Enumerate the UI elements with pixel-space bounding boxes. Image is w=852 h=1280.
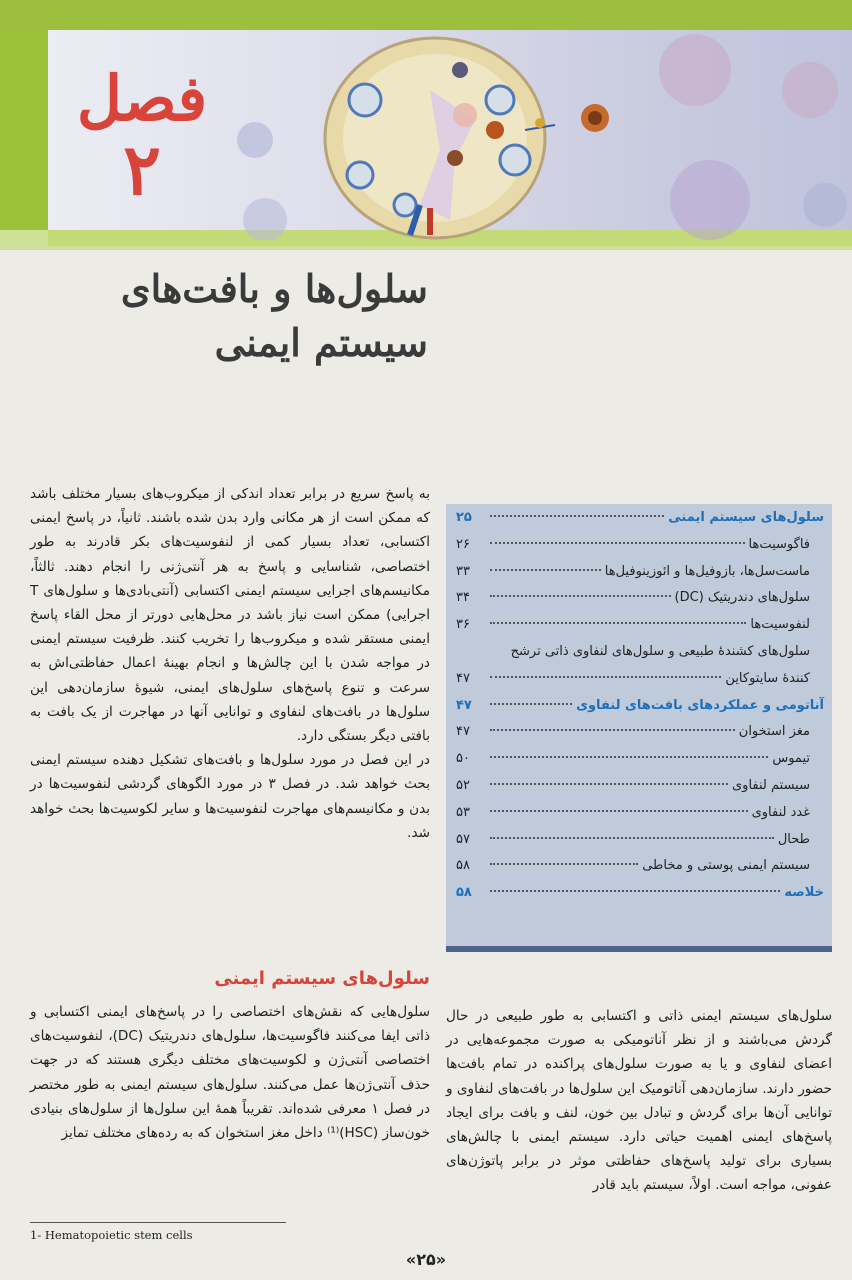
toc-entry-page: ۵۳ <box>456 804 470 820</box>
toc-entry-page: ۲۶ <box>456 536 470 552</box>
toc-entry <box>456 510 824 537</box>
section-paragraph: سلول‌هایی که نقش‌های اختصاصی را در پاسخ‌های ایمنی اکتسابی و ذاتی ایفا می‌کنند فاگوسیت‌ها، سلول‌های دندریتیک (DC)، لنفوسیت‌های اختصاصی آنتی‌ژن و لکوسیت‌های مختلف دیگری هستند که در جهت حذف آنتی‌ژن‌ها عمل می‌کنند. سلول‌های سیستم ایمنی به طور مختصر در فصل ۱ معرفی شده‌اند. تقریباً همهٔ این سلول‌ها از سلول‌های بنیادی خون‌ساز (HSC)⁽¹⁾ داخل مغز استخوان که به رده‌های مختلف تمایز <box>30 1004 431 1142</box>
toc-entry-label: سلول‌های سیستم ایمنی <box>668 510 824 525</box>
toc-entry-label: خلاصه <box>784 885 824 901</box>
toc-entry-page: ۲۵ <box>456 510 472 525</box>
toc-leader-dots <box>490 783 728 785</box>
toc-entry-page: ۴۷ <box>456 724 470 740</box>
toc-entry-label: ماست‌سل‌ها، بازوفیل‌ها و ائوزینوفیل‌ها <box>604 563 810 579</box>
toc-leader-dots <box>490 515 664 517</box>
toc-leader-dots <box>490 756 768 758</box>
toc-entry-label: سلول‌های دندریتیک (DC) <box>674 590 810 606</box>
toc-leader-dots <box>490 729 735 731</box>
toc-entry-label: تیموس <box>772 751 810 767</box>
toc-entry-page: ۴۷ <box>456 697 472 713</box>
toc-leader-dots <box>490 569 601 571</box>
toc-entry <box>456 858 824 885</box>
toc-entry-label: مغز استخوان <box>738 724 810 740</box>
toc-entry-label: سیستم ایمنی پوستی و مخاطی <box>642 858 810 874</box>
toc-entry-label: کنندهٔ سایتوکاین <box>725 670 810 686</box>
toc-leader-dots <box>490 703 572 705</box>
toc-entry-label: غدد لنفاوی <box>751 804 810 820</box>
contents-box-bottom-bar <box>446 946 832 952</box>
toc-entry <box>456 805 824 832</box>
toc-entry-label: آناتومی و عملکردهای بافت‌های لنفاوی <box>576 697 824 713</box>
footnote-rule <box>30 1222 286 1223</box>
toc-entry <box>456 564 824 591</box>
toc-entry-page: ۵۲ <box>456 777 470 793</box>
toc-entry <box>456 751 824 778</box>
chapter-banner <box>0 0 852 250</box>
intro-paragraph: به پاسخ سریع در برابر تعداد اندکی از میکروب‌های بسیار مختلف باشد که ممکن است از هر مکانی وارد بدن شده باشند. ثانیاً، در پاسخ ایمنی اکتسابی، تعداد بسیار کمی از لنفوسیت‌های بکر قادرند به طور اختصاصی، شناسایی و پاسخ به هر آنتی‌ژنی را انجام دهند. ثالثاً، مکانیسم‌های اجرایی سیستم ایمنی اکتسابی (آنتی‌بادی‌ها و سلول‌های T اجرایی) ممکن است نیاز باشد در محل‌هایی دورتر از محل القاء پاسخ ایمنی مستقر شده و میکروب‌ها را تخریب کنند. ظرفیت سیستم ایمنی در مواجه شدن با این چالش‌ها و انجام بهینهٔ اعمال حفاظتی‌اش به سرعت و تنوع پاسخ‌های سلول‌های ایمنی، شیوهٔ سازمان‌دهی این سلول‌ها در بافت‌های لنفاوی و توانایی آنها در مهاجرت از یک بافت به بافتی دیگر بستگی دارد. <box>30 486 430 745</box>
toc-entry-page: ۳۳ <box>456 563 470 579</box>
toc-entry <box>456 724 824 751</box>
lymph-node-illustration <box>225 30 852 240</box>
chapter-number: ۲ <box>123 128 161 211</box>
toc-entry-page: ۵۷ <box>456 831 470 847</box>
chapter-word: فصل <box>76 62 208 135</box>
toc-entry-page: ۵۸ <box>456 858 470 874</box>
toc-entry <box>456 778 824 805</box>
toc-entry <box>456 885 824 912</box>
chapter-title-line1: سلول‌ها و بافت‌های <box>120 266 428 311</box>
toc-entry-page: ۵۰ <box>456 751 470 767</box>
toc-entry-page: ۵۸ <box>456 885 472 901</box>
section-heading: سلول‌های سیستم ایمنی <box>214 968 430 989</box>
toc-entry-page: ۳۴ <box>456 590 470 606</box>
toc-leader-dots <box>490 863 638 865</box>
toc-leader-dots <box>490 622 746 624</box>
toc-entry-page: ۴۷ <box>456 670 470 686</box>
section-text-right-column <box>446 1004 832 1198</box>
toc-entry <box>456 832 824 859</box>
footnote: 1- Hematopoietic stem cells <box>30 1228 193 1242</box>
section-text-left-column <box>30 1000 430 1145</box>
banner-left-bar <box>0 30 48 230</box>
page-number: «۲۵» <box>405 1250 447 1269</box>
toc-leader-dots <box>490 542 745 544</box>
toc-leader-dots <box>490 810 748 812</box>
toc-entry-label: سلول‌های کشندهٔ طبیعی و سلول‌های لنفاوی ذاتی ترشح <box>510 643 810 659</box>
toc-entry <box>456 644 824 671</box>
toc-entry-label: طحال <box>777 831 810 847</box>
contents-box <box>446 504 832 950</box>
toc-leader-dots <box>490 890 780 892</box>
chapter-title <box>68 262 428 370</box>
toc-entry-page: ۳۶ <box>456 617 470 633</box>
toc-entry-label: لنفوسیت‌ها <box>750 617 810 633</box>
toc-leader-dots <box>490 837 774 839</box>
chapter-title-line2: سیستم ایمنی <box>214 320 428 365</box>
toc-entry <box>456 590 824 617</box>
toc-entry-label: فاگوسیت‌ها <box>748 536 810 552</box>
section-paragraph: سلول‌های سیستم ایمنی ذاتی و اکتسابی به طور طبیعی در حال گردش می‌باشند و از نظر آناتومیکی به صورت مجموعه‌هایی در اعضای لنفاوی و یا به صورت سلول‌های پراکنده در تمام بافت‌ها حضور دارند. سازمان‌دهی آناتومیک این سلول‌ها در بافت‌های لنفاوی و توانایی آن‌ها برای گردش و تبادل بین خون، لنف و بافت برای ایجاد پاسخ‌های ایمنی اهمیت حیاتی دارد. سیستم ایمنی با چالش‌های بسیاری برای تولید پاسخ‌های حفاظتی موثر در برابر پاتوژن‌های عفونی، مواجه است. اولاً، سیستم باید قادر <box>446 1008 832 1194</box>
intro-text <box>30 482 430 845</box>
toc-leader-dots <box>490 676 721 678</box>
toc-entry <box>456 617 824 644</box>
toc-entry <box>456 671 824 698</box>
toc-leader-dots <box>490 595 671 597</box>
intro-paragraph: در این فصل در مورد سلول‌ها و بافت‌های تشکیل دهنده سیستم ایمنی بحث خواهد شد. در فصل ۳ در مورد الگوهای گردشی لنفوسیت‌ها در بدن و مکانیسم‌های مهاجرت لنفوسیت‌ها و سایر لکوسیت‌ها بحث خواهد شد. <box>30 752 430 841</box>
banner-top-strip <box>0 0 852 30</box>
toc-entry <box>456 537 824 564</box>
toc-entry-label: سیستم لنفاوی <box>732 777 810 793</box>
toc-entry <box>456 698 824 725</box>
